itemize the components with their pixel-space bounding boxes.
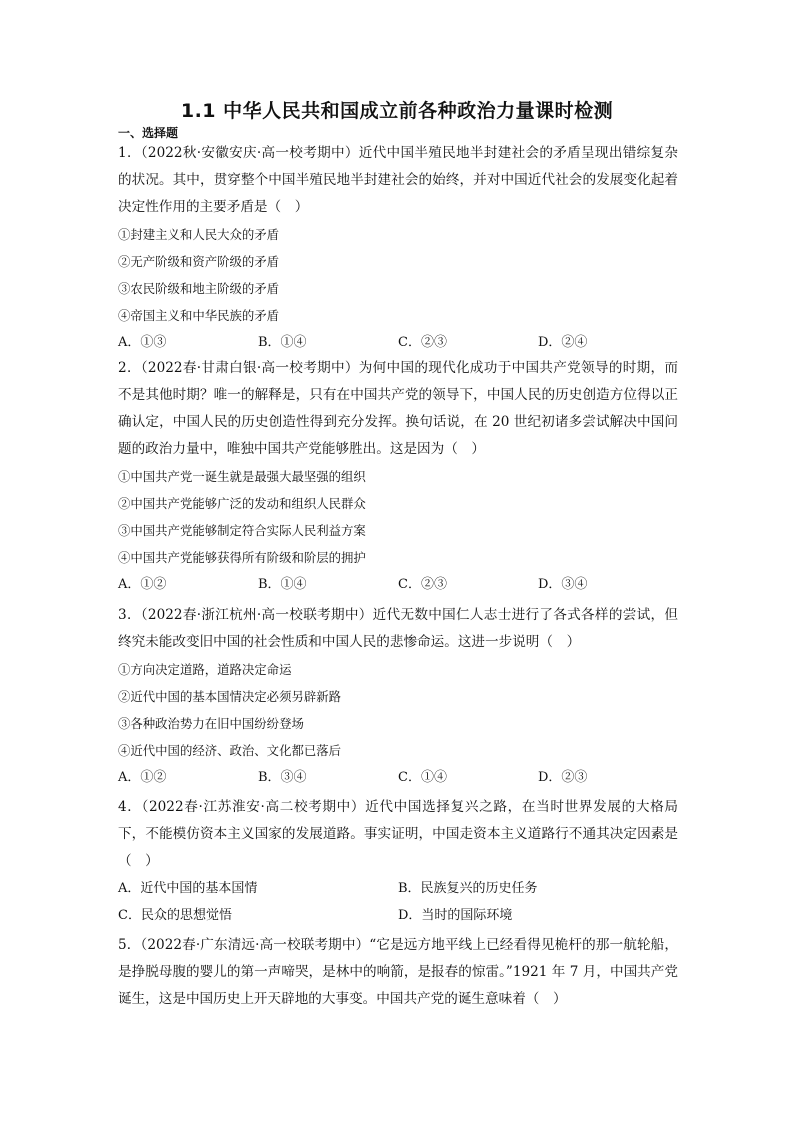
option-a: A．近代中国的基本国情 [118, 881, 258, 896]
statement-item: ②近代中国的基本国情决定必须另辟新路 [118, 689, 342, 704]
option-a: A．①③ [118, 335, 167, 350]
statement-item: ④帝国主义和中华民族的矛盾 [118, 308, 280, 323]
answer-options [118, 875, 678, 929]
option-b: B．①④ [258, 577, 307, 592]
question-stem: 2．（2022春·甘肃白银·高一校考期中）为何中国的现代化成功于中国共产党领导的时期，而不是其他时期？唯一的解释是，只有在中国共产党的领导下，中国人民的历史创造方位得以正确认定，中国人民的历史创造性得到充分发挥。换句话说，在 20 世纪初诸多尝试解决中国问题的政治力量中，唯独中国共产党能够胜出。这是因为（ ） [118, 360, 678, 457]
question-1 [118, 140, 678, 356]
option-c: C．②③ [398, 577, 447, 592]
question-4 [118, 794, 678, 929]
question-stem: 1．（2022秋·安徽安庆·高一校考期中）近代中国半殖民地半封建社会的矛盾呈现出错综复杂的状况。其中，贯穿整个中国半殖民地半封建社会的始终，并对中国近代社会的发展变化起着决定性作用的主要矛盾是（ ） [118, 145, 678, 215]
option-c: C．①④ [398, 770, 447, 785]
statement-item: ②中国共产党能够广泛的发动和组织人民群众 [118, 496, 366, 511]
option-a: A．①② [118, 577, 167, 592]
option-c: C．民众的思想觉悟 [118, 908, 232, 923]
question-stem: 5．（2022春·广东清远·高一校联考期中）“它是远方地平线上已经看得见桅杆的那一航轮船，是挣脱母腹的婴儿的第一声啼哭，是林中的响箭，是报春的惊雷。”1921 年 7 月，中国共产党诞生，这是中国历史上开天辟地的大事变。中国共产党的诞生意味着（ ） [118, 937, 678, 1007]
question-5 [118, 932, 678, 1013]
statement-item: ③各种政治势力在旧中国纷纷登场 [118, 716, 304, 731]
answer-options [118, 764, 678, 791]
question-stem: 4．（2022春·江苏淮安·高二校考期中）近代中国选择复兴之路，在当时世界发展的大格局下，不能模仿资本主义国家的发展道路。事实证明，中国走资本主义道路行不通其决定因素是（ ） [118, 799, 678, 869]
option-d: D．②④ [538, 335, 588, 350]
option-d: D．③④ [538, 577, 588, 592]
statement-item: ①封建主义和人民大众的矛盾 [118, 227, 280, 242]
option-c: C．②③ [398, 335, 447, 350]
statement-item: ①方向决定道路，道路决定命运 [118, 662, 292, 677]
option-b: B．③④ [258, 770, 307, 785]
section-heading: 一、选择题 [118, 126, 179, 140]
statement-item: ③中国共产党能够制定符合实际人民利益方案 [118, 523, 366, 538]
statement-item: ①中国共产党一诞生就是最强大最坚强的组织 [118, 469, 366, 484]
page-title: 1.1 中华人民共和国成立前各种政治力量课时检测 [180, 100, 614, 122]
statement-item: ②无产阶级和资产阶级的矛盾 [118, 254, 280, 269]
option-a: A．①② [118, 770, 167, 785]
statement-item: ③农民阶级和地主阶级的矛盾 [118, 281, 280, 296]
question-2 [118, 355, 678, 598]
question-3 [118, 602, 678, 791]
statement-item: ④中国共产党能够获得所有阶级和阶层的拥护 [118, 550, 366, 565]
option-d: D．当时的国际环境 [398, 908, 513, 923]
option-b: B．①④ [258, 335, 307, 350]
statement-item: ④近代中国的经济、政治、文化都已落后 [118, 743, 342, 758]
answer-options [118, 329, 678, 356]
answer-options [118, 571, 678, 598]
option-d: D．②③ [538, 770, 588, 785]
option-b: B．民族复兴的历史任务 [398, 881, 538, 896]
question-stem: 3．（2022春·浙江杭州·高一校联考期中）近代无数中国仁人志士进行了各式各样的尝试，但终究未能改变旧中国的社会性质和中国人民的悲惨命运。这进一步说明（ ） [118, 607, 678, 650]
